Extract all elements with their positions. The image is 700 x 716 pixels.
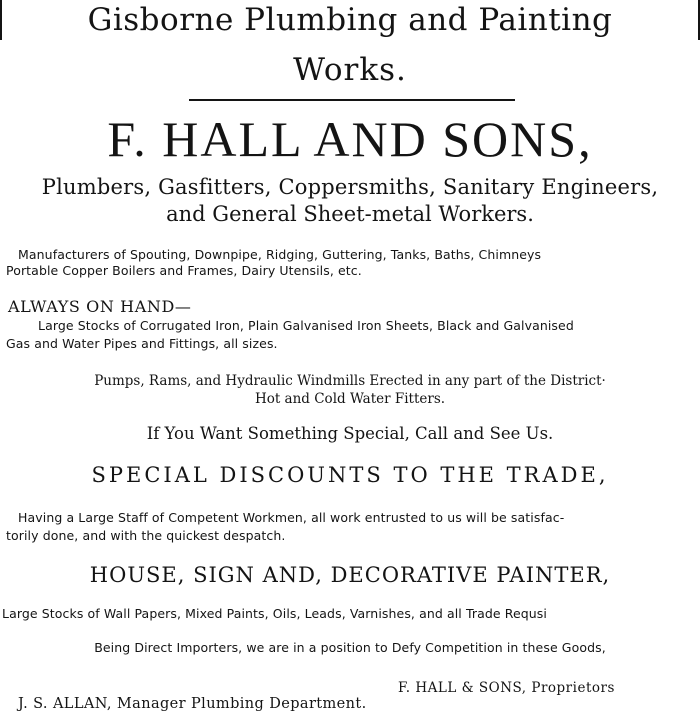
pumps-line2: Hot and Cold Water Fitters. xyxy=(254,391,446,407)
ad-title-line1: Gisborne Plumbing and Painting xyxy=(87,2,613,38)
importers-line: Being Direct Importers, we are in a position to Defy Competition in these Goods, xyxy=(94,640,606,655)
stocks-line2: Gas and Water Pipes and Fittings, all sizes. xyxy=(6,336,278,351)
manager-line: J. S. ALLAN, Manager Plumbing Department. xyxy=(18,696,367,712)
stocks-line1: Large Stocks of Corrugated Iron, Plain Galvanised Iron Sheets, Black and Galvanised xyxy=(38,318,574,333)
trade-discounts-heading: SPECIAL DISCOUNTS TO THE TRADE, xyxy=(91,463,609,487)
manufacturers-line2: Portable Copper Boilers and Frames, Dairy Utensils, etc. xyxy=(6,263,362,278)
painter-heading: HOUSE, SIGN AND, DECORATIVE PAINTER, xyxy=(89,563,611,587)
trades-line2: and General Sheet-metal Workers. xyxy=(166,202,534,226)
special-request-line: If You Want Something Special, Call and See Us. xyxy=(146,424,554,443)
manufacturers-line1: Manufacturers of Spouting, Downpipe, Ridging, Guttering, Tanks, Baths, Chimneys xyxy=(18,247,542,262)
staff-line1: Having a Large Staff of Competent Workmen, all work entrusted to us will be satisfac- xyxy=(18,510,565,525)
proprietors-line: F. HALL & SONS, Proprietors xyxy=(398,680,615,696)
ad-title-line2: Works. xyxy=(293,52,407,88)
firm-name: F. HALL AND SONS, xyxy=(107,111,593,167)
always-on-hand-heading: ALWAYS ON HAND— xyxy=(8,297,192,316)
staff-line2: torily done, and with the quickest despatch. xyxy=(6,528,286,543)
pumps-line1: Pumps, Rams, and Hydraulic Windmills Erected in any part of the District· xyxy=(94,373,606,389)
wallpapers-line: Large Stocks of Wall Papers, Mixed Paints, Oils, Leads, Varnishes, and all Trade Requsi xyxy=(2,606,547,621)
title-divider xyxy=(189,99,515,101)
trades-line1: Plumbers, Gasfitters, Coppersmiths, Sanitary Engineers, xyxy=(41,175,659,199)
